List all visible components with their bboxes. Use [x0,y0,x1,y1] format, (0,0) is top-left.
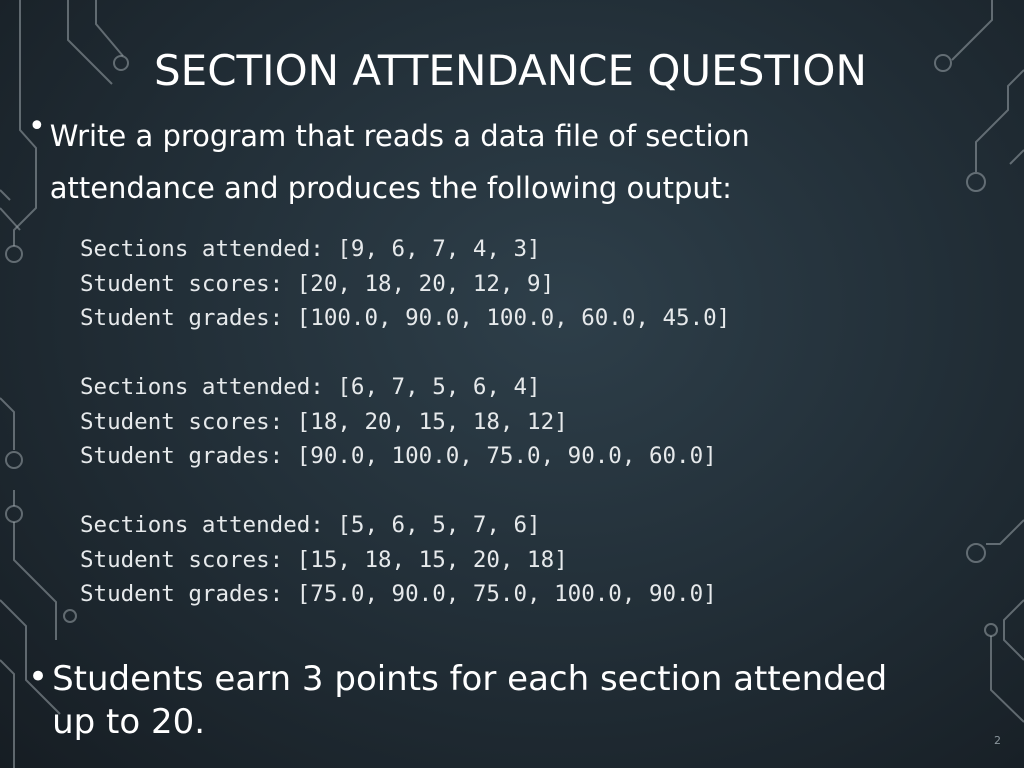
output-sections-line: Sections attended: [5, 6, 5, 7, 6] [80,512,541,538]
output-grades-line: Student grades: [90.0, 100.0, 75.0, 90.0, 60.0] [80,443,717,469]
output-scores-line: Student scores: [20, 18, 20, 12, 9] [80,270,555,297]
output-scores-line: Student scores: [18, 20, 15, 18, 12] [80,408,568,435]
bullet-intro [28,109,888,214]
output-sections-line: Sections attended: [9, 6, 7, 4, 3] [80,236,541,262]
bullet-rule-text: Students earn 3 points for each section attended up to 20. [52,659,888,742]
output-spacer [80,336,730,371]
bullet-rule [28,656,928,744]
output-sections-line: Sections attended: [6, 7, 5, 6, 4] [80,374,541,400]
output-grades-line: Student grades: [100.0, 90.0, 100.0, 60.0, 45.0] [80,305,731,331]
output-scores-line: Student scores: [15, 18, 15, 20, 18] [80,546,568,573]
slide-title: SECTION ATTENDANCE QUESTION [154,46,867,95]
output-spacer [80,474,730,509]
bullet-point-icon: • [28,109,46,144]
program-output [80,232,730,612]
bullet-point-icon: • [28,657,49,697]
output-grades-line: Student grades: [75.0, 90.0, 75.0, 100.0, 90.0] [80,581,717,607]
bullet-intro-text: Write a program that reads a data file of section attendance and produces the following output: [49,119,750,205]
page-number: 2 [994,734,1001,747]
